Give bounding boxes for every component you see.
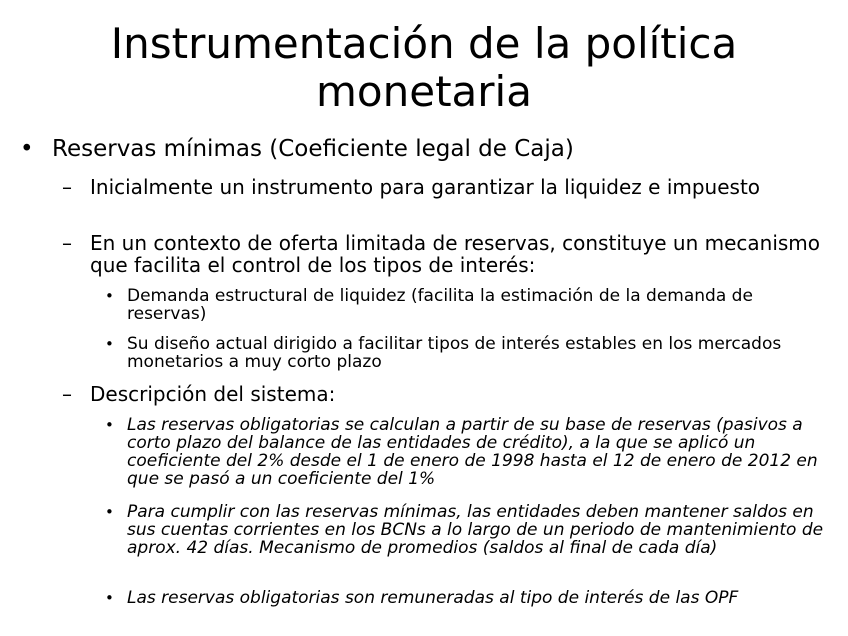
bullet-marker: • bbox=[20, 136, 34, 162]
slide-title-line-2: monetaria bbox=[316, 67, 532, 116]
subbullet-text: Descripción del sistema: bbox=[90, 382, 336, 406]
item-demanda-estructural bbox=[105, 287, 835, 323]
item-cumplir-reservas bbox=[105, 503, 835, 557]
slide-title-line-1: Instrumentación de la política bbox=[110, 19, 738, 68]
subbullet-text: En un contexto de oferta limitada de reservas, constituye un mecanismo que facilita el control de los tipos de interés: bbox=[90, 231, 821, 277]
subbullet-text: Inicialmente un instrumento para garantizar la liquidez e impuesto bbox=[90, 175, 761, 199]
dash-marker: – bbox=[62, 382, 72, 406]
dot-marker: • bbox=[105, 335, 114, 353]
dot-marker: • bbox=[105, 503, 114, 521]
item-reservas-obligatorias bbox=[105, 416, 835, 488]
slide-title bbox=[0, 20, 848, 116]
dot-marker: • bbox=[105, 589, 114, 607]
dash-marker: – bbox=[62, 175, 72, 199]
item-text: Para cumplir con las reservas mínimas, las entidades deben mantener saldos en sus cuentas corrientes en los BCNs a lo largo de un periodo de mantenimiento de aprox. 42 días. Mecanismo de promedios (saldos al final de cada día) bbox=[127, 502, 824, 558]
subbullet-descripcion bbox=[62, 383, 842, 405]
item-text: Demanda estructural de liquidez (facilita la estimación de la demanda de reservas) bbox=[127, 286, 753, 324]
item-diseno-actual bbox=[105, 335, 835, 371]
dot-marker: • bbox=[105, 416, 114, 434]
subbullet-inicialmente bbox=[62, 176, 842, 198]
item-remuneradas bbox=[105, 589, 835, 607]
dash-marker: – bbox=[62, 231, 72, 255]
bullet-reservas-minimas bbox=[20, 136, 840, 163]
subbullet-contexto bbox=[62, 232, 842, 276]
item-text: Las reservas obligatorias se calculan a partir de su base de reservas (pasivos a corto plazo del balance de las entidades de crédito), a la que se aplicó un coeficiente del 2% desde el 1 de enero de 1998 hasta el 12 de enero de 2012 en que se pasó a un coeficiente del 1% bbox=[127, 415, 818, 489]
item-text: Las reservas obligatorias son remuneradas al tipo de interés de las OPF bbox=[127, 588, 739, 608]
item-text: Su diseño actual dirigido a facilitar tipos de interés estables en los mercados monetarios a muy corto plazo bbox=[127, 334, 782, 372]
bullet-text: Reservas mínimas (Coeficiente legal de Caja) bbox=[52, 136, 574, 162]
dot-marker: • bbox=[105, 287, 114, 305]
